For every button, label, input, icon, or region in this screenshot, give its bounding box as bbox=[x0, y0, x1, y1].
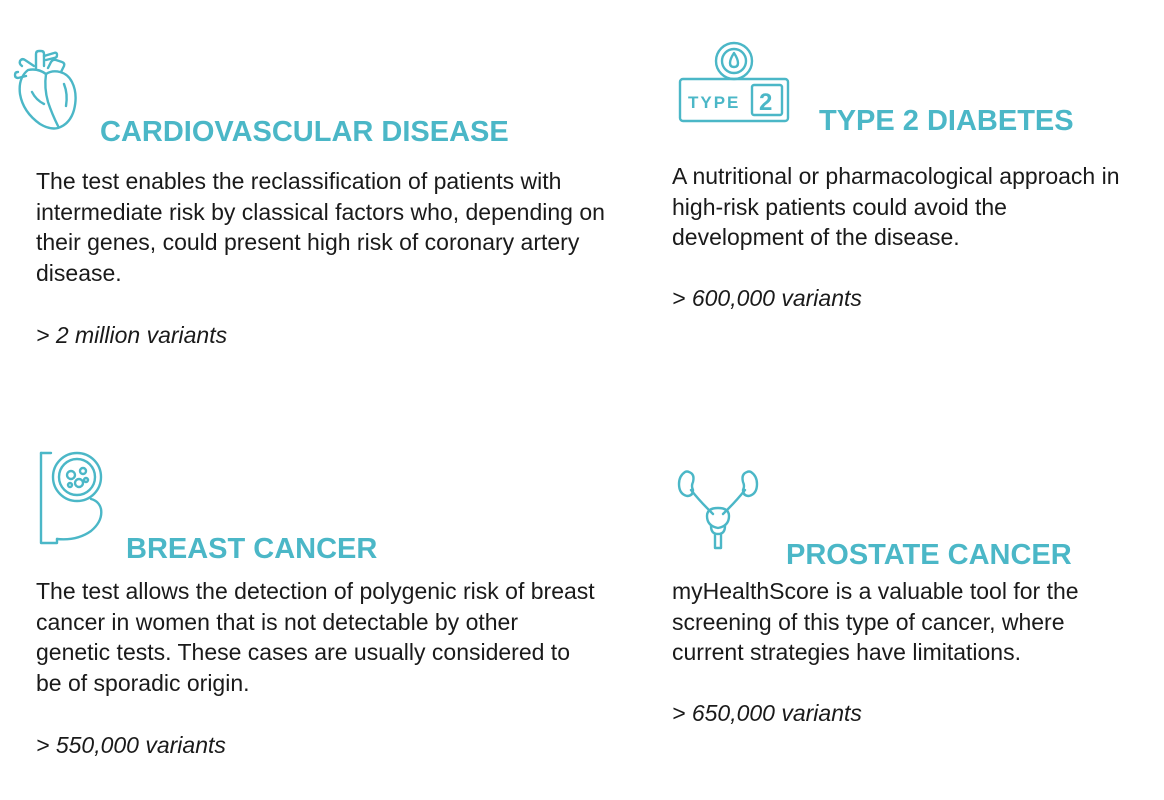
urinary-tract-icon bbox=[677, 468, 759, 550]
variant-count: > 550,000 variants bbox=[36, 732, 226, 758]
card-description: The test enables the reclassification of patients with intermediate risk by classical factors who, depending on their genes, could present high risk of coronary artery disease. bbox=[36, 168, 605, 286]
card-description: The test allows the detection of polygenic risk of breast cancer in women that is not detectable by other genetic tests. These cases are usually considered to be of sporadic origin. bbox=[36, 578, 595, 696]
type-2-diabetes-icon bbox=[678, 41, 790, 125]
variant-count: > 650,000 variants bbox=[672, 700, 862, 726]
heart-icon bbox=[14, 48, 80, 132]
card-description: A nutritional or pharmacological approach in high-risk patients could avoid the development of the disease. bbox=[672, 163, 1120, 250]
card-title: TYPE 2 DIABETES bbox=[819, 105, 1074, 138]
card-title: CARDIOVASCULAR DISEASE bbox=[100, 116, 509, 149]
variant-count: > 2 million variants bbox=[36, 322, 228, 348]
icon-type-label: TYPE bbox=[688, 93, 741, 112]
card-title: PROSTATE CANCER bbox=[786, 539, 1072, 572]
variant-count: > 600,000 variants bbox=[672, 285, 862, 311]
breast-cell-icon bbox=[37, 451, 109, 547]
card-description: myHealthScore is a valuable tool for the screening of this type of cancer, where current strategies have limitations. bbox=[672, 578, 1079, 665]
icon-type-number: 2 bbox=[759, 89, 773, 116]
card-title: BREAST CANCER bbox=[126, 533, 378, 566]
